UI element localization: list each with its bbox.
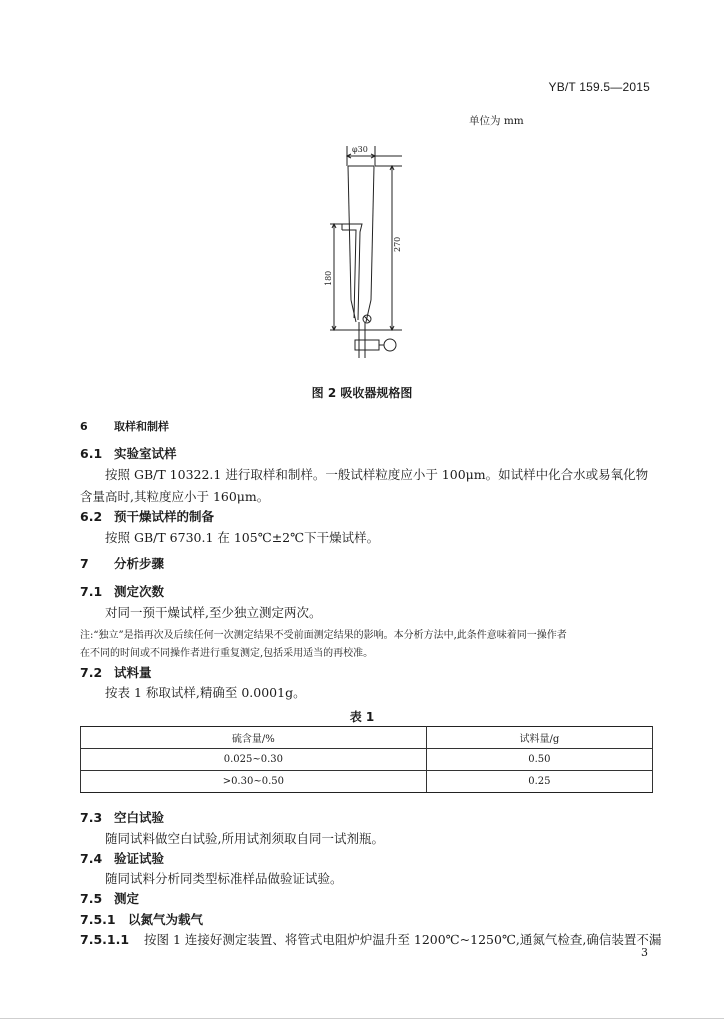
dim-lower-height: 180 xyxy=(324,270,333,286)
absorber-drawing xyxy=(322,140,422,372)
section-7-2-line1: 按表 1 称取试样,精确至 0.0001g。 xyxy=(105,685,306,700)
table-cell: 0.50 xyxy=(426,749,652,771)
section-7-5-heading: 7.5 测定 xyxy=(80,891,140,906)
section-6-1-line2: 含量高时,其粒度应小于 160μm。 xyxy=(80,489,270,504)
page-number: 3 xyxy=(641,946,648,959)
section-6-1-heading: 6.1 实验室试样 xyxy=(80,446,177,461)
table-header-cell: 硫含量/% xyxy=(81,727,427,749)
table-cell: 0.025~0.30 xyxy=(81,749,427,771)
section-7-4-line1: 随同试料分析同类型标准样品做验证试验。 xyxy=(105,871,343,886)
table-row xyxy=(81,749,653,771)
dim-total-height: 270 xyxy=(393,236,402,252)
section-6-1-line1: 按照 GB/T 10322.1 进行取样和制样。一般试样粒度应小于 100μm。如试样中化合水或易氧化物 xyxy=(105,467,649,482)
unit-label: 单位为 mm xyxy=(469,115,524,127)
section-7-5-1-1-line1: 7.5.1.1 按图 1 连接好测定装置、将管式电阻炉炉温升至 1200℃~1250℃,通氮气检查,确信装置不漏 xyxy=(80,932,662,947)
figure-caption: 图 2 吸收器规格图 xyxy=(311,386,413,400)
section-6-2-line1: 按照 GB/T 6730.1 在 105℃±2℃下干燥试样。 xyxy=(105,530,380,545)
table-cell: >0.30~0.50 xyxy=(81,771,427,793)
section-7-1-line1: 对同一预干燥试样,至少独立测定两次。 xyxy=(105,605,322,620)
section-7-5-1-heading: 7.5.1 以氮气为载气 xyxy=(80,912,204,927)
section-7-3-line1: 随同试料做空白试验,所用试剂须取自同一试剂瓶。 xyxy=(105,831,384,846)
section-7-2-heading: 7.2 试料量 xyxy=(80,665,152,680)
section-7-4-heading: 7.4 验证试验 xyxy=(80,851,165,866)
table-cell: 0.25 xyxy=(426,771,652,793)
sulfur-sample-table xyxy=(80,726,653,793)
table-header-row xyxy=(81,727,653,749)
table-header-cell: 试料量/g xyxy=(426,727,652,749)
section-7-1-note-line1: 注:“独立”是指再次及后续任何一次测定结果不受前面测定结果的影响。本分析方法中,此条件意味着同一操作者 xyxy=(80,630,567,641)
footer-divider xyxy=(0,1018,724,1019)
section-7-heading: 7 分析步骤 xyxy=(80,556,165,571)
section-7-1-heading: 7.1 测定次数 xyxy=(80,584,165,599)
dim-diameter: φ30 xyxy=(352,145,368,154)
section-6-2-heading: 6.2 预干燥试样的制备 xyxy=(80,509,215,524)
table-row xyxy=(81,771,653,793)
standard-number: YB/T 159.5—2015 xyxy=(548,80,650,94)
section-7-1-note-line2: 在不同的时间或不同操作者进行重复测定,包括采用适当的再校准。 xyxy=(80,648,374,659)
table-caption: 表 1 xyxy=(349,710,375,724)
section-7-3-heading: 7.3 空白试验 xyxy=(80,810,165,825)
section-6-heading: 6 取样和制样 xyxy=(80,420,169,433)
